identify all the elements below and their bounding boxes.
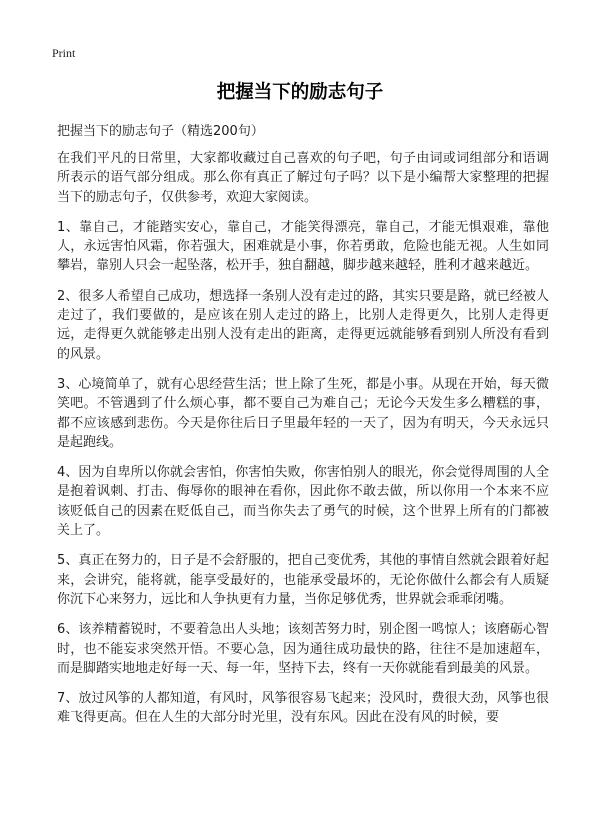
quote-paragraph: 6、该养精蓄锐时，不要着急出人头地；该刻苦努力时，别企图一鸣惊人；该磨砺心智时，也不能妄求突然开悟。不要心急，因为通往成功最快的路，往往不是加速超车，而是脚踏实地地走好每一天、每一年，坚持下去，终有一天你就能看到最美的风景。 — [57, 622, 549, 676]
article-body — [57, 149, 549, 739]
print-link[interactable]: Print — [52, 46, 76, 60]
quote-paragraph: 7、放过风筝的人都知道，有风时，风筝很容易飞起来；没风时，费很大劲，风筝也很难飞得更高。但在人生的大部分时光里，没有东风。因此在没有风的时候，要 — [57, 691, 549, 726]
quote-paragraph: 1、靠自己，才能踏实安心，靠自己，才能笑得漂亮，靠自己，才能无惧艰难，靠他人，永远害怕风霜，你若强大，困难就是小事，你若勇敢，危险也能无视。人生如同攀岩，靠别人只会一起坠落，松开手，独自翻越，脚步越来越轻，胜利才越来越近。 — [57, 219, 549, 274]
page-title: 把握当下的励志句子 — [216, 82, 384, 103]
quote-paragraph: 2、很多人希望自己成功，想选择一条别人没有走过的路，其实只要是路，就已经被人走过了，我们要做的，是应该在别人走过的路上，比别人走得更久，比别人走得更远，走得更久就能够走出别人没有走出的距离，走得更远就能够看到别人所没有看到的风景。 — [57, 288, 549, 362]
intro-paragraph: 在我们平凡的日常里，大家都收藏过自己喜欢的句子吧，句子由词或词组部分和语调所表示的语气部分组成。那么你有真正了解过句子吗？以下是小编帮大家整理的把握当下的励志句子，仅供参考，欢迎大家阅读。 — [57, 151, 549, 205]
quote-paragraph: 4、因为自卑所以你就会害怕，你害怕失败，你害怕别人的眼光，你会觉得周围的人全是抱着讽刺、打击、侮辱你的眼神在看你，因此你不敢去做，所以你用一个本来不应该贬低自己的因素在贬低自己，而当你失去了勇气的时候，这个世界上所有的门都被关上了。 — [57, 465, 549, 539]
quote-paragraph: 3、心境简单了，就有心思经营生活；世上除了生死，都是小事。从现在开始，每天微笑吧。不管遇到了什么烦心事，都不要自己为难自己；无论今天发生多么糟糕的事，都不应该感到悲伤。今天是你往后日子里最年轻的一天了，因为有明天，今天永远只是起跑线。 — [57, 376, 549, 450]
quote-paragraph: 5、真正在努力的，日子是不会舒服的，把自己变优秀，其他的事情自然就会跟着好起来，会讲究，能将就，能享受最好的，也能承受最坏的，无论你做什么都会有人质疑你沉下心来努力，远比和人争执更有力量，当你足够优秀，世界就会乖乖闭嘴。 — [57, 553, 549, 607]
subtitle: 把握当下的励志句子（精选200句） — [57, 124, 264, 139]
